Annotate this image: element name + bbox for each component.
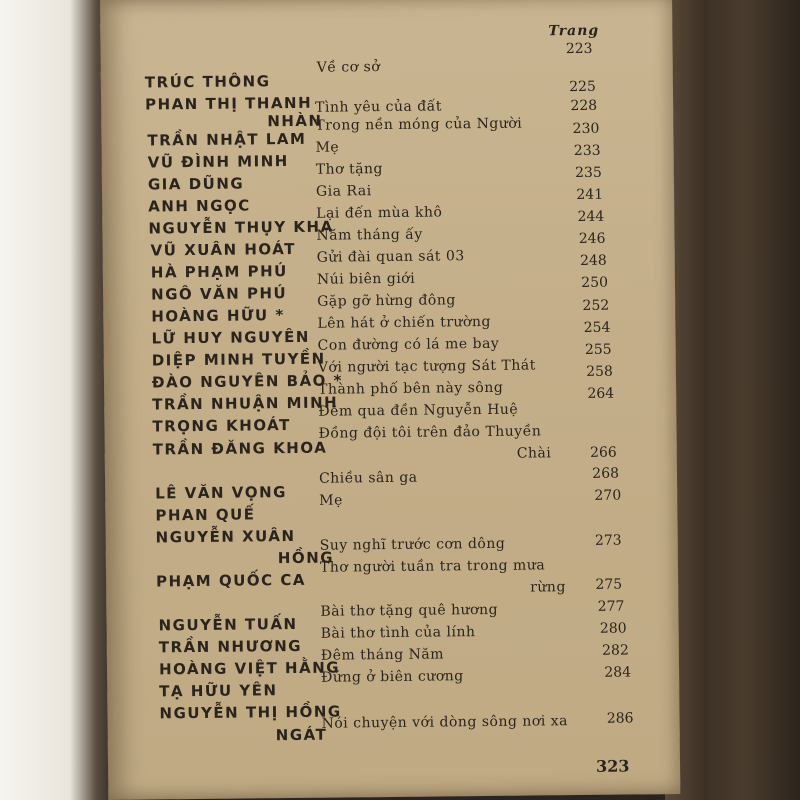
toc-page-number: 266	[589, 444, 617, 461]
toc-author: NGÔ VĂN PHÚ	[150, 284, 288, 304]
toc-author: TRÚC THÔNG	[144, 72, 271, 92]
toc-page-number: 241	[576, 186, 604, 204]
toc-author: GIA DŨNG	[147, 174, 245, 194]
toc-page-number: 235	[575, 164, 602, 182]
toc-page-number: 282	[602, 642, 629, 659]
toc-author: DIỆP MINH TUYỀN	[151, 349, 326, 370]
toc-page-number: 270	[594, 487, 622, 504]
toc-page-number: 277	[597, 598, 625, 615]
toc-page-number: 284	[604, 664, 632, 681]
toc-author: HỒNG	[277, 548, 335, 568]
toc-title: Trong nền móng của Người	[315, 115, 523, 134]
toc-title: Chiều sân ga	[318, 469, 418, 487]
toc-page-number: 286	[606, 710, 634, 727]
toc-author: PHẠM QUỐC CA	[155, 570, 307, 591]
toc-page-number: 255	[584, 341, 612, 358]
toc-title: Đêm qua đền Nguyễn Huệ	[318, 401, 519, 420]
toc-title: Đứng ở biên cương	[321, 668, 464, 686]
toc-author: TRẦN NHUẬN MINH	[152, 393, 339, 414]
toc-page-number: 264	[587, 385, 615, 402]
toc-page-number: 275	[595, 576, 623, 593]
toc-page-number: 268	[592, 465, 620, 482]
toc-page-number: 254	[583, 319, 611, 336]
toc-title: Đồng đội tôi trên đảo Thuyền	[318, 423, 542, 442]
toc-title: Thơ người tuần tra trong mưa	[319, 557, 546, 576]
toc-author: VŨ ĐÌNH MINH	[147, 152, 289, 172]
toc-author: NGUYỄN THỤY KHA	[148, 217, 334, 238]
toc-title: Thành phố bên này sông	[318, 379, 504, 398]
toc-author: ANH NGỌC	[148, 196, 251, 216]
toc-page-number: 244	[577, 208, 605, 226]
toc-author: TRẦN NHƯƠNG	[158, 636, 303, 657]
folio-page-number: 323	[595, 756, 630, 776]
toc-author: NGUYỄN THỊ HỒNG	[159, 702, 342, 723]
toc-title: Lên hát ở chiến trường	[317, 313, 492, 332]
toc-author: ĐÀO NGUYÊN BẢO *	[151, 371, 344, 392]
toc-author: NGUYỄN XUÂN	[155, 526, 296, 547]
toc-author: TẠ HỮU YÊN	[159, 681, 278, 701]
wooden-table-background	[665, 0, 800, 800]
toc-page-number: 252	[582, 297, 610, 314]
toc-title: Thơ tặng	[315, 161, 384, 178]
toc-author: PHAN THỊ THANH	[145, 93, 313, 114]
toc-title: Gia Rai	[315, 183, 372, 200]
toc-title: Con đường có lá me bay	[317, 335, 500, 354]
toc-title: Gửi đài quan sát 03	[316, 248, 465, 266]
toc-page-number: 228	[570, 97, 598, 115]
page-column-header: Trang	[548, 22, 600, 40]
toc-title: Với người tạc tượng Sát Thát	[317, 357, 536, 376]
toc-author: LỮ HUY NGUYÊN	[151, 327, 310, 348]
toc-author: HOÀNG HỮU *	[151, 306, 285, 326]
toc-author: HÀ PHẠM PHÚ	[150, 262, 288, 282]
toc-author: TRỌNG KHOÁT	[152, 416, 291, 436]
book-gutter	[0, 0, 110, 800]
toc-author: HOÀNG VIỆT HẰNG	[158, 658, 341, 679]
toc-page-number: 258	[586, 363, 614, 380]
toc-title: Tình yêu của đất	[315, 98, 442, 116]
toc-author: NGUYỄN TUẤN	[158, 614, 298, 635]
toc-author: VŨ XUÂN HOÁT	[150, 239, 296, 260]
toc-author: NGÁT	[275, 725, 328, 745]
toc-title: Về cơ sở	[316, 59, 381, 76]
toc-page-number: 223	[565, 40, 593, 58]
toc-author: TRẦN ĐĂNG KHOA	[152, 438, 328, 459]
toc-title: Nói chuyện với dòng sông nơi xa	[321, 713, 569, 732]
toc-page-number: 250	[581, 274, 609, 291]
toc-title: Lại đến mùa khô	[316, 204, 443, 222]
toc-title: Núi biên giới	[316, 270, 416, 288]
toc-author: PHAN QUẾ	[155, 505, 256, 525]
toc-page-number: 246	[578, 230, 606, 247]
toc-page-number: 233	[573, 142, 601, 160]
toc-title: Đêm tháng Năm	[320, 646, 445, 664]
toc-page-number: 230	[572, 120, 600, 138]
toc-author: TRẦN NHẬT LAM	[147, 129, 307, 150]
toc-title: Mẹ	[319, 492, 343, 509]
toc-title-continuation: Chài	[516, 445, 552, 462]
toc-page-number: 225	[569, 78, 597, 96]
toc-page-number: 280	[599, 620, 627, 637]
toc-title: Suy nghĩ trước cơn dông	[319, 535, 506, 554]
toc-author: LÊ VĂN VỌNG	[155, 483, 288, 503]
toc-title: Gặp gỡ hừng đông	[317, 292, 456, 310]
toc-title: Bài thơ tình của lính	[320, 624, 476, 642]
toc-page-number: 273	[594, 532, 622, 549]
toc-author: NHÀN	[267, 111, 323, 131]
toc-page-number: 248	[579, 252, 607, 269]
toc-title: Bài thơ tặng quê hương	[320, 601, 499, 620]
book-page	[100, 0, 680, 800]
toc-title: Năm tháng ấy	[316, 226, 423, 244]
toc-title: Mẹ	[315, 139, 340, 156]
toc-title-continuation: rừng	[530, 579, 566, 596]
